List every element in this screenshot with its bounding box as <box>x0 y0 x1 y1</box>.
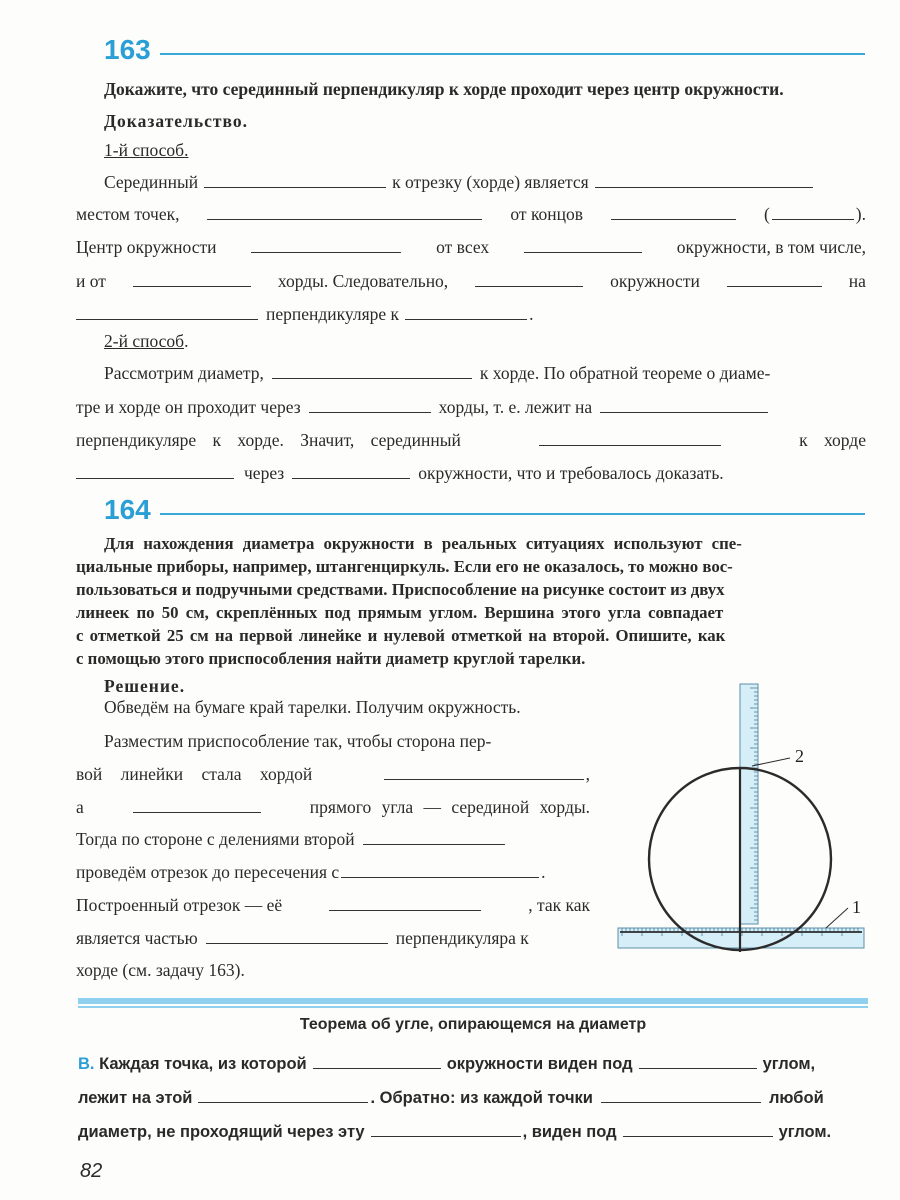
m1-t9: и от <box>76 271 106 291</box>
theorem-title: Теорема об угле, опирающемся на диаметр <box>299 1016 647 1033</box>
m1-line-5 <box>76 304 533 325</box>
m1-t6: Центр окружности <box>76 237 217 257</box>
blank[interactable] <box>384 778 584 780</box>
theorem-letter: В. <box>78 1055 95 1073</box>
blank[interactable] <box>133 285 251 287</box>
blank[interactable] <box>611 218 736 220</box>
blank[interactable] <box>313 1067 441 1069</box>
m2-t5: к хорде <box>799 430 866 450</box>
method-1-text: 1-й способ <box>104 140 185 160</box>
m2-t6: через <box>244 463 285 483</box>
m1-line-4 <box>76 271 866 292</box>
blank[interactable] <box>475 285 583 287</box>
m1-line-2 <box>76 204 866 225</box>
blank[interactable] <box>371 1135 521 1137</box>
ruler-figure <box>600 670 870 970</box>
m1-t5: ). <box>855 204 866 224</box>
theorem-band-thin <box>78 1006 868 1008</box>
m1-t2: местом точек, <box>76 204 180 224</box>
blank[interactable] <box>363 843 505 845</box>
sol-line-0: Обведём на бумаге край тарелки. Получим окружность. <box>104 697 521 717</box>
sol-line-2 <box>76 764 590 785</box>
blank[interactable] <box>524 251 642 253</box>
m2-t2: тре и хорде он проходит через <box>76 397 301 417</box>
blank[interactable] <box>76 318 258 320</box>
th-t2: углом, <box>762 1055 816 1073</box>
method-2-text: 2-й способ <box>104 331 185 351</box>
blank[interactable] <box>309 411 431 413</box>
th-t0: Каждая точка, из которой <box>99 1055 307 1073</box>
problem-163-rule <box>160 53 865 55</box>
blank[interactable] <box>206 942 388 944</box>
sol-t6: Тогда по стороне с делениями второй <box>76 829 355 849</box>
stmt-line: пользоваться и подручными средствами. Приспособление на рисунке состоит из двух <box>76 580 725 599</box>
m1-line-3 <box>76 237 866 258</box>
blank[interactable] <box>133 811 261 813</box>
sol-t4: а <box>76 797 84 817</box>
m1-t10: хорды. Следовательно, <box>277 271 449 291</box>
sol-t9: Построенный отрезок — её <box>76 895 283 915</box>
blank[interactable] <box>623 1135 773 1137</box>
sol-line-6 <box>76 895 590 916</box>
problem-164-number: 164 <box>104 494 151 525</box>
stmt-line: с помощью этого приспособления найти диаметр круглой тарелки. <box>76 649 586 668</box>
stmt-line: циальные приборы, например, штангенциркуль. Если его не оказалось, то можно вос- <box>76 557 733 576</box>
m2-line-1 <box>104 363 770 384</box>
theorem-line-2 <box>78 1089 824 1108</box>
m1-t12: на <box>848 271 866 291</box>
m2-line-2 <box>76 397 770 418</box>
th-t4: . Обратно: из каждой точки <box>370 1089 593 1107</box>
m2-t3: хорды, т. е. лежит на <box>438 397 593 417</box>
sol-t7: проведём отрезок до пересечения с <box>76 862 340 882</box>
sol-line-7 <box>76 928 529 949</box>
m1-t14: . <box>529 304 534 324</box>
problem-163-number: 163 <box>104 34 151 65</box>
label-ruler-2: 2 <box>795 746 804 766</box>
blank[interactable] <box>329 909 481 911</box>
blank[interactable] <box>595 186 813 188</box>
sol-line-3 <box>76 797 590 818</box>
blank[interactable] <box>251 251 401 253</box>
m2-t7: окружности, что и требовалось доказать. <box>418 463 724 483</box>
method-2-label: 2-й способ. <box>104 331 189 351</box>
blank[interactable] <box>772 218 854 220</box>
problem-164-statement <box>76 532 866 670</box>
m1-t0: Серединный <box>104 172 199 192</box>
sol-t10: , так как <box>528 895 590 915</box>
m2-line-4 <box>76 463 724 484</box>
m1-t7: от всех <box>436 237 490 257</box>
m1-t1: к отрезку (хорде) является <box>392 172 589 192</box>
m1-t3: от концов <box>510 204 584 224</box>
method-1-label: 1-й способ. <box>104 140 189 160</box>
problem-164-rule <box>160 513 865 515</box>
sol-t8: . <box>541 862 546 882</box>
solution-label: Решение. <box>104 676 186 696</box>
sol-t12: перпендикуляра к <box>395 928 529 948</box>
blank[interactable] <box>204 186 386 188</box>
sol-line-5 <box>76 862 546 883</box>
blank[interactable] <box>272 377 472 379</box>
blank[interactable] <box>601 1101 761 1103</box>
m1-t4: ( <box>763 204 770 224</box>
blank[interactable] <box>341 876 539 878</box>
blank[interactable] <box>639 1067 757 1069</box>
sol-line-1: Разместим приспособление так, чтобы сторона пер- <box>104 731 492 751</box>
theorem-band <box>78 998 868 1004</box>
blank[interactable] <box>198 1101 368 1103</box>
sol-t5: прямого угла — серединой хорды. <box>309 797 590 817</box>
sol-line-4 <box>76 829 507 850</box>
sol-line-8: хорде (см. задачу 163). <box>76 960 245 980</box>
problem-163-statement: Докажите, что серединный перпендикуляр к хорде проходит через центр окружности. <box>104 79 784 99</box>
th-t5: любой <box>768 1089 824 1107</box>
proof-label: Доказательство. <box>104 111 248 131</box>
th-t8: углом. <box>778 1123 832 1141</box>
stmt-line: с отметкой 25 см на первой линейке и нулевой отметкой на второй. Опишите, как <box>76 626 726 645</box>
blank[interactable] <box>600 411 768 413</box>
theorem-line-3 <box>78 1123 831 1142</box>
sol-t2: вой линейки стала хордой <box>76 764 313 784</box>
th-t1: окружности виден под <box>446 1055 633 1073</box>
blank[interactable] <box>76 477 234 479</box>
blank[interactable] <box>207 218 482 220</box>
m2-t0: Рассмотрим диаметр, <box>104 363 264 383</box>
m2-t1: к хорде. По обратной теореме о диаме- <box>479 363 771 383</box>
stmt-line <box>76 532 866 555</box>
blank[interactable] <box>292 477 410 479</box>
m2-line-3 <box>76 430 866 451</box>
th-t7: , виден под <box>522 1123 617 1141</box>
m2-t4: перпендикуляре к хорде. Значит, серединный <box>76 430 461 450</box>
m1-t11: окружности <box>610 271 700 291</box>
m1-t8: окружности, в том числе, <box>676 237 866 257</box>
stmt-text: Для нахождения диаметра окружности в реальных ситуациях используют спе- <box>104 534 742 553</box>
page-number: 82 <box>80 1160 103 1182</box>
blank[interactable] <box>539 444 721 446</box>
label-1-leader <box>826 908 848 928</box>
m1-t13: перпендикуляре к <box>266 304 400 324</box>
blank[interactable] <box>405 318 527 320</box>
label-ruler-1: 1 <box>852 897 861 917</box>
sol-t3: , <box>585 764 590 784</box>
stmt-line: линеек по 50 см, скреплённых под прямым углом. Вершина этого угла совпадает <box>76 603 724 622</box>
m1-line-1 <box>104 172 866 193</box>
sol-t11: является частью <box>76 928 198 948</box>
blank[interactable] <box>727 285 822 287</box>
th-t6: диаметр, не проходящий через эту <box>78 1123 365 1141</box>
th-t3: лежит на этой <box>78 1089 193 1107</box>
theorem-line-1 <box>78 1055 815 1074</box>
